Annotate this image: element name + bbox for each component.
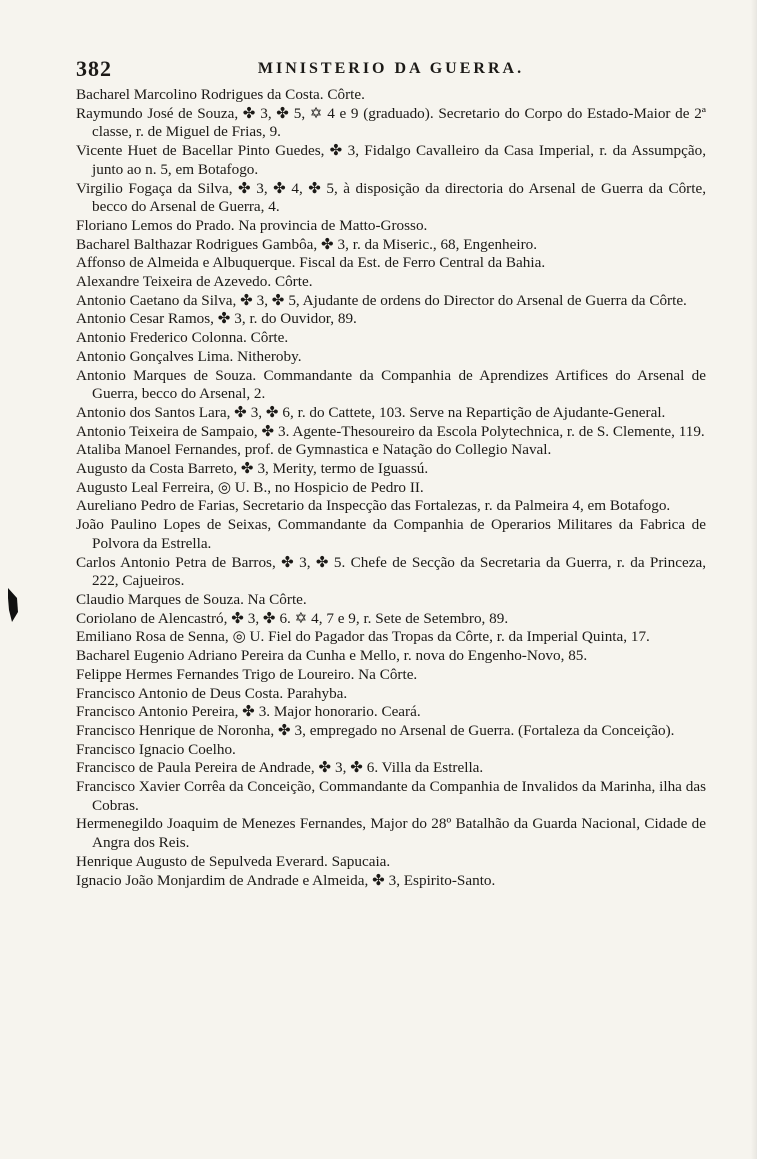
list-item: Antonio dos Santos Lara, ✤ 3, ✤ 6, r. do Cattete, 103. Serve na Repartição de Ajudante-General. <box>76 403 666 421</box>
list-item: Carlos Antonio Petra de Barros, ✤ 3, ✤ 5. Chefe de Secção da Secretaria da Guerra, r. da Princeza, 222, Cajueiros. <box>76 553 706 590</box>
list-item: Francisco Henrique de Noronha, ✤ 3, empregado no Arsenal de Guerra. (Fortaleza da Conceição). <box>76 721 675 739</box>
list-item: Emiliano Rosa de Senna, ◎ U. Fiel do Pagador das Tropas da Côrte, r. da Imperial Quinta, 17. <box>76 628 650 646</box>
list-item: Francisco Antonio Pereira, ✤ 3. Major honorario. Ceará. <box>76 703 421 721</box>
list-item: Antonio Gonçalves Lima. Nitheroby. <box>76 347 302 365</box>
entry-list <box>76 86 706 890</box>
page-header <box>76 56 706 84</box>
list-item: Coriolano de Alencastró, ✤ 3, ✤ 6. ✡ 4, 7 e 9, r. Sete de Setembro, 89. <box>76 609 509 627</box>
list-item: Alexandre Teixeira de Azevedo. Côrte. <box>76 273 313 291</box>
list-item: Antonio Frederico Colonna. Côrte. <box>76 329 289 347</box>
list-item: Augusto da Costa Barreto, ✤ 3, Merity, termo de Iguassú. <box>76 460 429 478</box>
running-title: MINISTERIO DA GUERRA. <box>257 60 525 77</box>
list-item: Henrique Augusto de Sepulveda Everard. Sapucaia. <box>76 852 391 870</box>
list-item: Affonso de Almeida e Albuquerque. Fiscal da Est. de Ferro Central da Bahia. <box>76 254 546 272</box>
list-item: João Paulino Lopes de Seixas, Commandante da Companhia de Operarios Militares da Fabrica de Polvora da Estrella. <box>76 516 706 552</box>
binding-mark-icon <box>6 588 20 622</box>
list-item: Ataliba Manoel Fernandes, prof. de Gymnastica e Natação do Collegio Naval. <box>76 441 552 459</box>
list-item: Virgilio Fogaça da Silva, ✤ 3, ✤ 4, ✤ 5, à disposição da directoria do Arsenal de Guerra da Côrte, becco do Arsenal de Guerra, 4. <box>76 179 706 216</box>
list-item: Aureliano Pedro de Farias, Secretario da Inspecção das Fortalezas, r. da Palmeira 4, em Botafogo. <box>76 497 671 515</box>
list-item: Bacharel Eugenio Adriano Pereira da Cunha e Mello, r. nova do Engenho-Novo, 85. <box>76 647 588 665</box>
list-item: Francisco Ignacio Coelho. <box>76 740 236 758</box>
list-item: Francisco de Paula Pereira de Andrade, ✤ 3, ✤ 6. Villa da Estrella. <box>76 759 484 777</box>
list-item: Raymundo José de Souza, ✤ 3, ✤ 5, ✡ 4 e 9 (graduado). Secretario do Corpo do Estado-Maior de 2ª classe, r. de Miguel de Frias, 9. <box>76 104 706 141</box>
scan-edge-shadow <box>751 0 757 1159</box>
list-item: Claudio Marques de Souza. Na Côrte. <box>76 590 307 608</box>
list-item: Francisco Antonio de Deus Costa. Parahyba. <box>76 684 348 702</box>
list-item: Antonio Marques de Souza. Commandante da Companhia de Aprendizes Artifices do Arsenal de Guerra, becco do Arsenal, 2. <box>76 366 706 403</box>
list-item: Antonio Teixeira de Sampaio, ✤ 3. Agente-Thesoureiro da Escola Polytechnica, r. de S. Clemente, 119. <box>76 422 705 440</box>
page-number: 382 <box>76 56 112 81</box>
list-item: Floriano Lemos do Prado. Na provincia de Matto-Grosso. <box>76 216 428 234</box>
list-item: Bacharel Balthazar Rodrigues Gambôa, ✤ 3, r. da Miseric., 68, Engenheiro. <box>76 235 538 253</box>
list-item: Bacharel Marcolino Rodrigues da Costa. Côrte. <box>76 86 365 103</box>
list-item: Antonio Caetano da Silva, ✤ 3, ✤ 5, Ajudante de ordens do Director do Arsenal de Guerra da Côrte. <box>76 291 687 309</box>
list-item: Augusto Leal Ferreira, ◎ U. B., no Hospicio de Pedro II. <box>76 478 424 496</box>
list-item: Vicente Huet de Bacellar Pinto Guedes, ✤ 3, Fidalgo Cavalleiro da Casa Imperial, r. da Assumpção, junto ao n. 5, em Botafogo. <box>76 142 706 178</box>
list-item: Francisco Xavier Corrêa da Conceição, Commandante da Companhia de Invalidos da Marinha, ilha das Cobras. <box>76 778 706 814</box>
list-item: Felippe Hermes Fernandes Trigo de Loureiro. Na Côrte. <box>76 665 418 683</box>
list-item: Antonio Cesar Ramos, ✤ 3, r. do Ouvidor, 89. <box>76 310 357 328</box>
list-item: Hermenegildo Joaquim de Menezes Fernandes, Major do 28º Batalhão da Guarda Nacional, Cidade de Angra dos Reis. <box>76 815 706 852</box>
list-item: Ignacio João Monjardim de Andrade e Almeida, ✤ 3, Espirito-Santo. <box>76 871 496 889</box>
